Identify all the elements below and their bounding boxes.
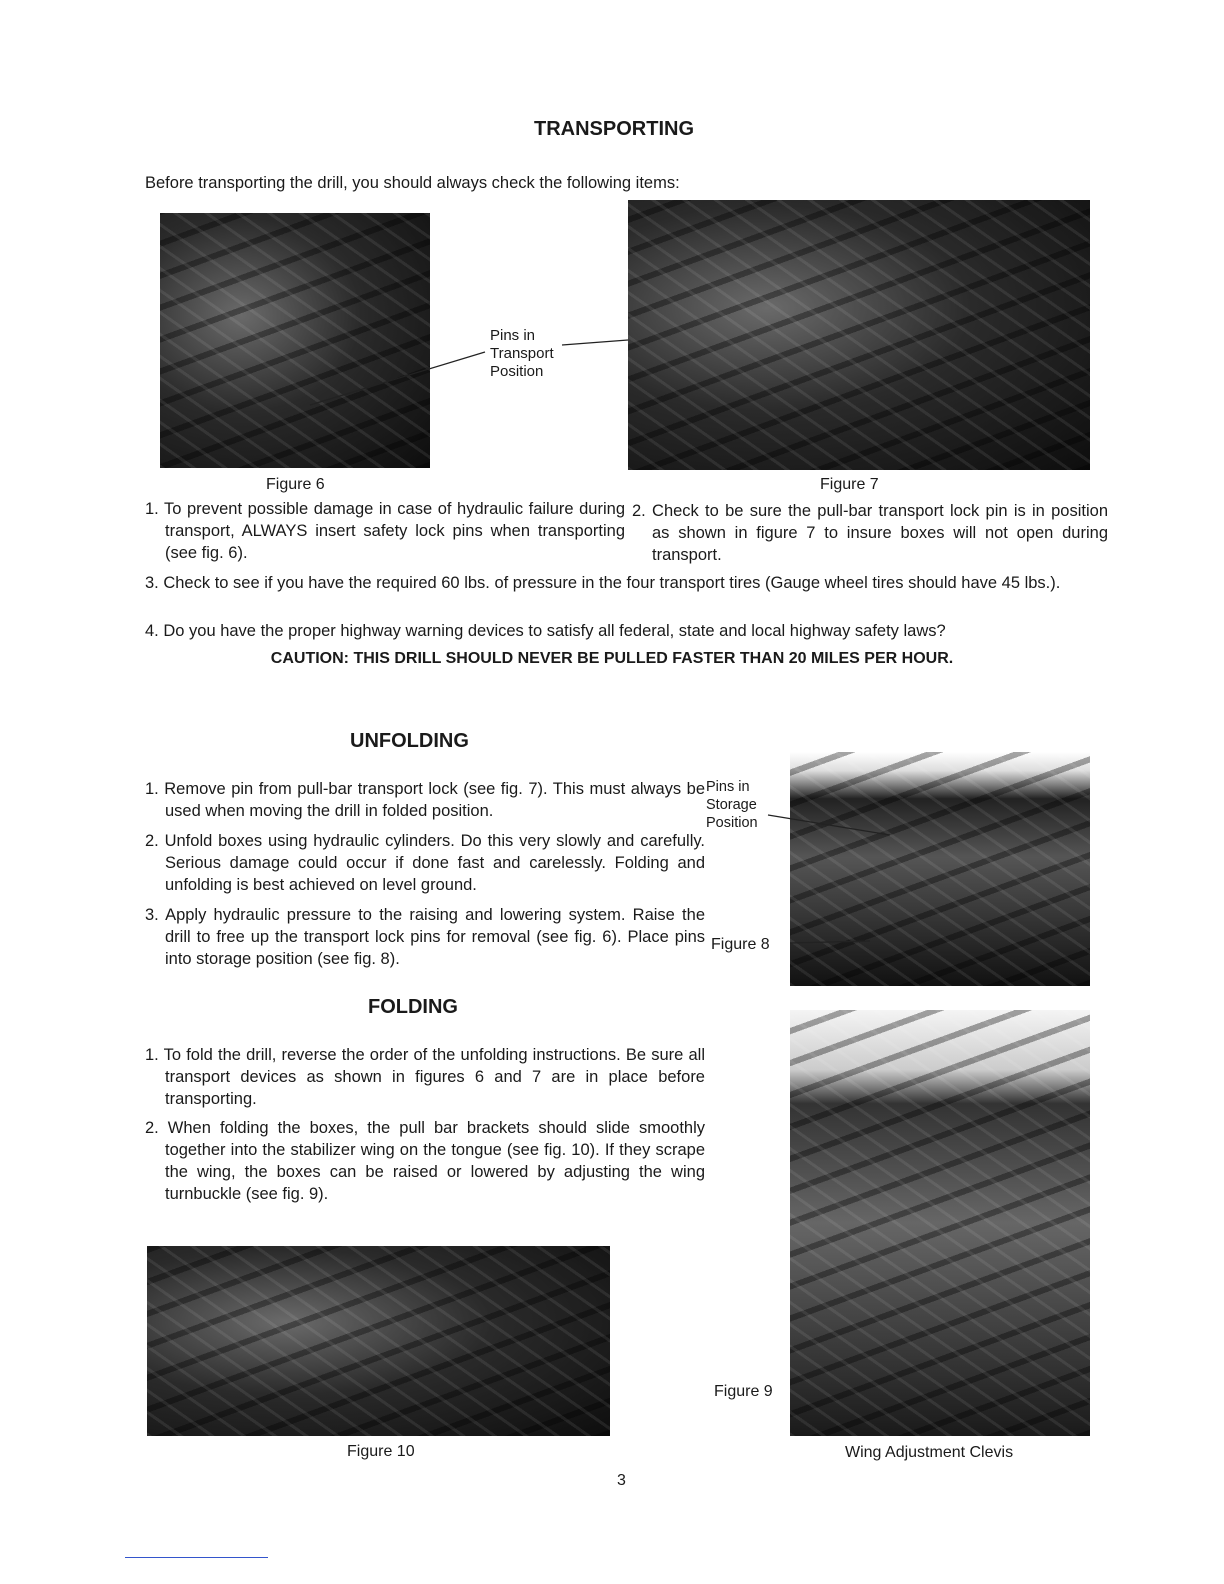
figure-8-caption: Figure 8: [711, 936, 770, 953]
transport-item-3: 3. Check to see if you have the required 60 lbs. of pressure in the four transport tires (Gauge wheel tires should have 45 lbs.).: [145, 574, 1061, 592]
unfolding-item-2: 2. Unfold boxes using hydraulic cylinders. Do this very slowly and carefully. Serious damage could occur if done fast and carelessly. Folding and unfolding is best achieved on level ground.: [145, 832, 705, 894]
callout-line: Position: [490, 363, 544, 380]
callout-leader-lines: [300, 330, 640, 410]
storage-pins-callout: [706, 778, 758, 832]
folding-item-1: 1. To fold the drill, reverse the order of the unfolding instructions. Be sure all transport devices as shown in figures 6 and 7 are in place before transporting.: [145, 1046, 705, 1108]
callout-line: Pins in: [490, 327, 536, 344]
transport-item-2: 2. Check to be sure the pull-bar transport lock pin is in position as shown in figure 7 to insure boxes will not open during transport.: [632, 502, 1108, 564]
figure-9-caption: Figure 9: [714, 1383, 773, 1400]
figure-6-caption: Figure 6: [266, 476, 325, 493]
callout-line: Position: [706, 815, 758, 831]
figure-7-caption: Figure 7: [820, 476, 879, 493]
transporting-intro: Before transporting the drill, you should always check the following items:: [145, 174, 680, 192]
callout-line: Pins in: [706, 779, 750, 795]
unfolding-item-1: 1. Remove pin from pull-bar transport lock (see fig. 7). This must always be used when moving the drill in folded position.: [145, 780, 705, 820]
figure-10-caption: Figure 10: [347, 1443, 415, 1460]
transport-item-1: 1. To prevent possible damage in case of hydraulic failure during transport, ALWAYS insert safety lock pins when transporting (see fig. 6).: [145, 500, 625, 562]
folding-heading: FOLDING: [368, 996, 458, 1018]
unfolding-item-3: 3. Apply hydraulic pressure to the raising and lowering system. Raise the drill to free up the transport lock pins for removal (see fig. 6). Place pins into storage position (see fig. 8).: [145, 906, 705, 968]
unfolding-heading: UNFOLDING: [350, 730, 469, 752]
callout-line: Transport: [490, 345, 554, 362]
footer-rule: [125, 1557, 268, 1558]
transport-item-4: 4. Do you have the proper highway warning devices to satisfy all federal, state and local highway safety laws?: [145, 622, 946, 640]
transporting-heading: TRANSPORTING: [534, 118, 694, 140]
figure-10-photo: [147, 1246, 610, 1436]
wing-adjustment-clevis-label: Wing Adjustment Clevis: [845, 1444, 1014, 1461]
caution-note: CAUTION: THIS DRILL SHOULD NEVER BE PULLED FASTER THAN 20 MILES PER HOUR.: [270, 650, 954, 667]
callout-line: Storage: [706, 797, 757, 813]
figure-9-photo: [790, 1010, 1090, 1436]
page-number: 3: [617, 1472, 626, 1489]
figure-7-photo: [628, 200, 1090, 470]
folding-item-2: 2. When folding the boxes, the pull bar brackets should slide smoothly together into the stabilizer wing on the tongue (see fig. 10). If they scrape the wing, the boxes can be raised or lowered by adjusting the wing turnbuckle (see fig. 9).: [145, 1119, 705, 1203]
fig8-leader-lines: [760, 805, 900, 955]
